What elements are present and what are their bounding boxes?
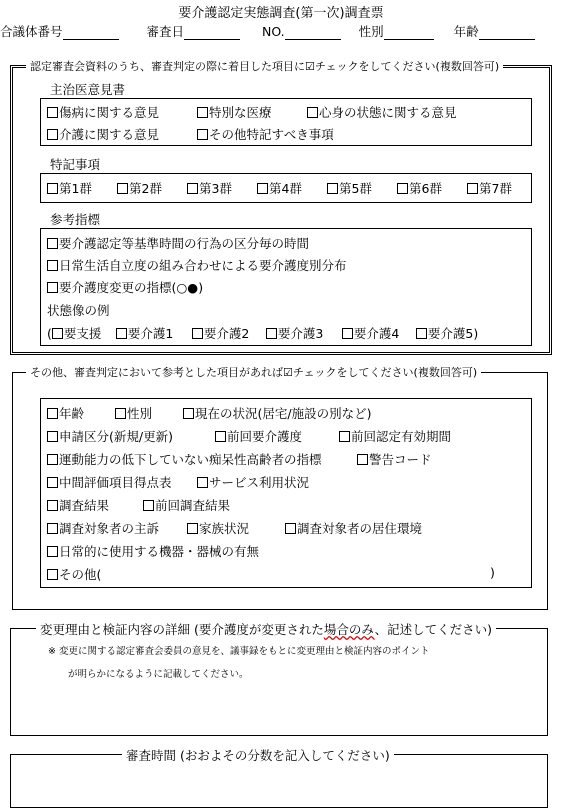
checkbox-item[interactable]: 介護に関する意見	[47, 125, 197, 143]
section-other-legend: その他、審査判定において参考とした項目があれば☑チェックをしてください(複数回答可)	[26, 364, 481, 380]
checkbox-item[interactable]: 要支援	[52, 324, 116, 342]
doctor-opinion-row-2	[47, 125, 334, 143]
checkbox-item[interactable]: 第2群	[117, 179, 187, 197]
special-notes-heading: 特記事項	[50, 157, 101, 172]
state-example-label: 状態像の例	[47, 303, 110, 318]
checkbox-item[interactable]: 要介護4	[342, 324, 416, 342]
checkbox-item[interactable]: 第6群	[397, 179, 467, 197]
doctor-opinion-row-1	[47, 103, 457, 121]
section-review-time-legend: 審査時間 (おおよその分数を記入してください)	[122, 746, 394, 764]
age-field[interactable]	[479, 27, 535, 40]
checkbox-icon[interactable]	[117, 183, 128, 194]
checkbox-icon[interactable]	[183, 408, 194, 419]
checkbox-item[interactable]: 調査対象者の居住環境	[285, 519, 422, 537]
other-specify-close: )	[490, 565, 495, 580]
checkbox-item[interactable]: 第3群	[187, 179, 257, 197]
checkbox-icon[interactable]	[197, 107, 208, 118]
number-field[interactable]	[285, 27, 341, 40]
age-label: 年齢	[453, 24, 479, 39]
checkbox-icon[interactable]	[47, 454, 58, 465]
checkbox-item[interactable]: 要介護度変更の指標(○●)	[47, 278, 203, 296]
checkbox-icon[interactable]	[397, 183, 408, 194]
other-row-6	[47, 519, 422, 537]
checkbox-item[interactable]: 要介護1	[116, 324, 192, 342]
checkbox-item[interactable]: 前回認定有効期間	[339, 427, 451, 445]
checkbox-icon[interactable]	[215, 431, 226, 442]
other-row-3	[47, 450, 432, 468]
checkbox-icon[interactable]	[47, 546, 58, 557]
checkbox-item[interactable]: 調査結果	[47, 496, 143, 514]
other-row-5	[47, 496, 230, 514]
change-reason-note-1: ※ 変更に関する認定審査会委員の意見を、議事録をもとに変更理由と検証内容のポイント	[48, 646, 430, 657]
checkbox-icon[interactable]	[47, 282, 58, 293]
other-specify-item[interactable]: その他(	[47, 565, 101, 583]
checkbox-icon[interactable]	[197, 477, 208, 488]
checkbox-icon[interactable]	[47, 129, 58, 140]
checkbox-icon[interactable]	[47, 260, 58, 271]
checkbox-item[interactable]: 現在の状況(居宅/施設の別など)	[183, 404, 371, 422]
checkbox-item[interactable]: その他特記すべき事項	[197, 125, 334, 143]
checkbox-item[interactable]: 中間評価項目得点表	[47, 473, 197, 491]
checkbox-item[interactable]: 第4群	[257, 179, 327, 197]
checkbox-item[interactable]: 第1群	[47, 179, 117, 197]
checkbox-icon[interactable]	[143, 500, 154, 511]
gender-label: 性別	[358, 24, 384, 39]
checkbox-icon[interactable]	[285, 523, 296, 534]
checkbox-item[interactable]: 年齢	[47, 404, 115, 422]
checkbox-icon[interactable]	[47, 408, 58, 419]
checkbox-icon[interactable]	[47, 107, 58, 118]
checkbox-icon[interactable]	[327, 183, 338, 194]
header-fields	[0, 22, 535, 40]
state-example-row: ( 要支援 要介護1 要介護2 要介護3 要介護4 要介護5)	[47, 326, 479, 341]
council-number-label: 合議体番号	[0, 24, 63, 39]
checkbox-icon[interactable]	[339, 431, 350, 442]
checkbox-item[interactable]: 傷病に関する意見	[47, 103, 197, 121]
checkbox-icon[interactable]	[416, 328, 427, 339]
checkbox-item[interactable]: 運動能力の低下していない痴呆性高齢者の指標	[47, 450, 357, 468]
checkbox-icon[interactable]	[192, 328, 203, 339]
checkbox-item[interactable]: 警告コード	[357, 450, 432, 468]
checkbox-icon[interactable]	[266, 328, 277, 339]
other-row-1	[47, 404, 371, 422]
checkbox-icon[interactable]	[115, 408, 126, 419]
checkbox-item[interactable]: 調査対象者の主訴	[47, 519, 187, 537]
checkbox-item[interactable]: 要介護認定等基準時間の行為の区分毎の時間	[47, 234, 309, 252]
reference-heading: 参考指標	[50, 212, 101, 227]
doctor-opinion-heading: 主治医意見書	[50, 82, 126, 97]
checkbox-item[interactable]: 特別な医療	[197, 103, 307, 121]
checkbox-icon[interactable]	[342, 328, 353, 339]
checkbox-icon[interactable]	[187, 183, 198, 194]
checkbox-item[interactable]: 前回調査結果	[143, 496, 230, 514]
checkbox-icon[interactable]	[47, 238, 58, 249]
checkbox-icon[interactable]	[116, 328, 127, 339]
section-focus-legend: 認定審査会資料のうち、審査判定の際に着目した項目に☑チェックをしてください(複数回答可)	[26, 58, 503, 74]
other-row-4	[47, 473, 309, 491]
section-change-reason-legend: 変更理由と検証内容の詳細 (要介護度が変更された場合のみ、記述してください)	[36, 620, 496, 638]
checkbox-icon[interactable]	[467, 183, 478, 194]
checkbox-item[interactable]: 要介護5	[416, 324, 473, 342]
checkbox-item[interactable]: 性別	[115, 404, 183, 422]
checkbox-icon[interactable]	[187, 523, 198, 534]
checkbox-item[interactable]: 心身の状態に関する意見	[307, 103, 457, 121]
checkbox-item[interactable]: 申請区分(新規/更新)	[47, 427, 215, 445]
checkbox-icon[interactable]	[47, 431, 58, 442]
checkbox-icon[interactable]	[47, 523, 58, 534]
council-number-field[interactable]	[63, 27, 119, 40]
checkbox-item[interactable]: 要介護3	[266, 324, 342, 342]
checkbox-item[interactable]: 前回要介護度	[215, 427, 339, 445]
checkbox-icon[interactable]	[47, 183, 58, 194]
change-reason-note-2: が明らかになるように記載してください。	[68, 669, 249, 680]
checkbox-item[interactable]: 要介護2	[192, 324, 266, 342]
checkbox-icon[interactable]	[257, 183, 268, 194]
checkbox-item[interactable]: 第5群	[327, 179, 397, 197]
checkbox-icon[interactable]	[307, 107, 318, 118]
checkbox-item[interactable]: 日常生活自立度の組み合わせによる要介護度別分布	[47, 256, 347, 274]
form-title: 要介護認定実態調査(第一次)調査票	[178, 6, 384, 21]
checkbox-item[interactable]: サービス利用状況	[197, 473, 309, 491]
checkbox-icon[interactable]	[197, 129, 208, 140]
number-label: NO.	[261, 24, 285, 39]
special-notes-row	[47, 179, 512, 197]
other-row-2	[47, 427, 451, 445]
checkbox-icon[interactable]	[52, 328, 63, 339]
checkbox-icon[interactable]	[47, 500, 58, 511]
checkbox-item[interactable]: 日常的に使用する機器・器械の有無	[47, 542, 259, 560]
checkbox-item[interactable]: 家族状況	[187, 519, 285, 537]
checkbox-item[interactable]: 第7群	[467, 179, 512, 197]
review-date-label: 審査日	[146, 24, 184, 39]
gender-field[interactable]	[384, 27, 434, 40]
checkbox-icon[interactable]	[47, 477, 58, 488]
checkbox-icon[interactable]	[357, 454, 368, 465]
checkbox-icon[interactable]	[47, 569, 58, 580]
review-date-field[interactable]	[184, 27, 240, 40]
